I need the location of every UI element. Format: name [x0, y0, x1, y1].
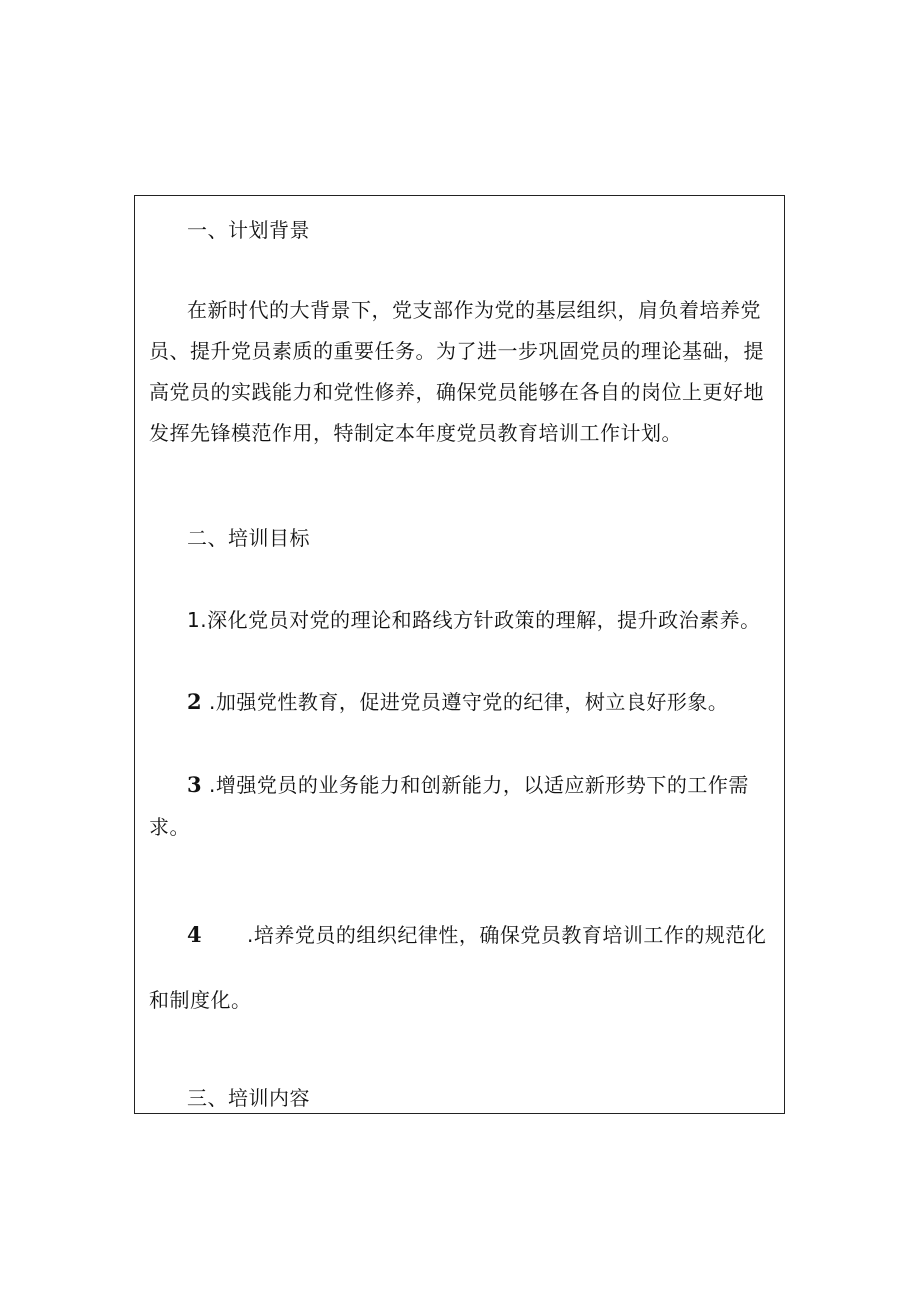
goal-item-1-text: .深化党员对党的理论和路线方针政策的理解，提升政治素养。	[200, 608, 761, 632]
goal-item-2-number: 2	[187, 689, 203, 714]
goal-item-2-text: .加强党性教育，促进党员遵守党的纪律，树立良好形象。	[208, 690, 729, 714]
goal-item-3-text: .增强党员的业务能力和创新能力，以适应新形势下的工作需求。	[149, 773, 749, 839]
background-paragraph	[135, 290, 784, 454]
goal-item-3-number: 3	[187, 772, 203, 797]
goal-item-1-number: 1	[187, 608, 201, 632]
section-heading-goals: 二、培训目标	[187, 526, 310, 550]
goal-item-4-text: .培养党员的组织纪律性，确保党员教育培训工作的规范化和制度化。	[149, 923, 767, 1012]
goal-item-1	[135, 606, 784, 634]
document-frame	[134, 195, 785, 1114]
section-heading-background: 一、计划背景	[187, 218, 310, 242]
goal-item-4-number: 4	[187, 922, 203, 947]
goal-item-3	[135, 764, 784, 848]
section-heading-content: 三、培训内容	[187, 1086, 310, 1110]
goal-item-4	[135, 902, 784, 1033]
background-paragraph-text: 在新时代的大背景下，党支部作为党的基层组织，肩负着培养党员、提升党员素质的重要任务。为了进一步巩固党员的理论基础，提高党员的实践能力和党性修养，确保党员能够在各自的岗位上更好地发挥先锋模范作用，特制定本年度党员教育培训工作计划。	[149, 298, 764, 445]
goal-item-2	[135, 688, 784, 716]
